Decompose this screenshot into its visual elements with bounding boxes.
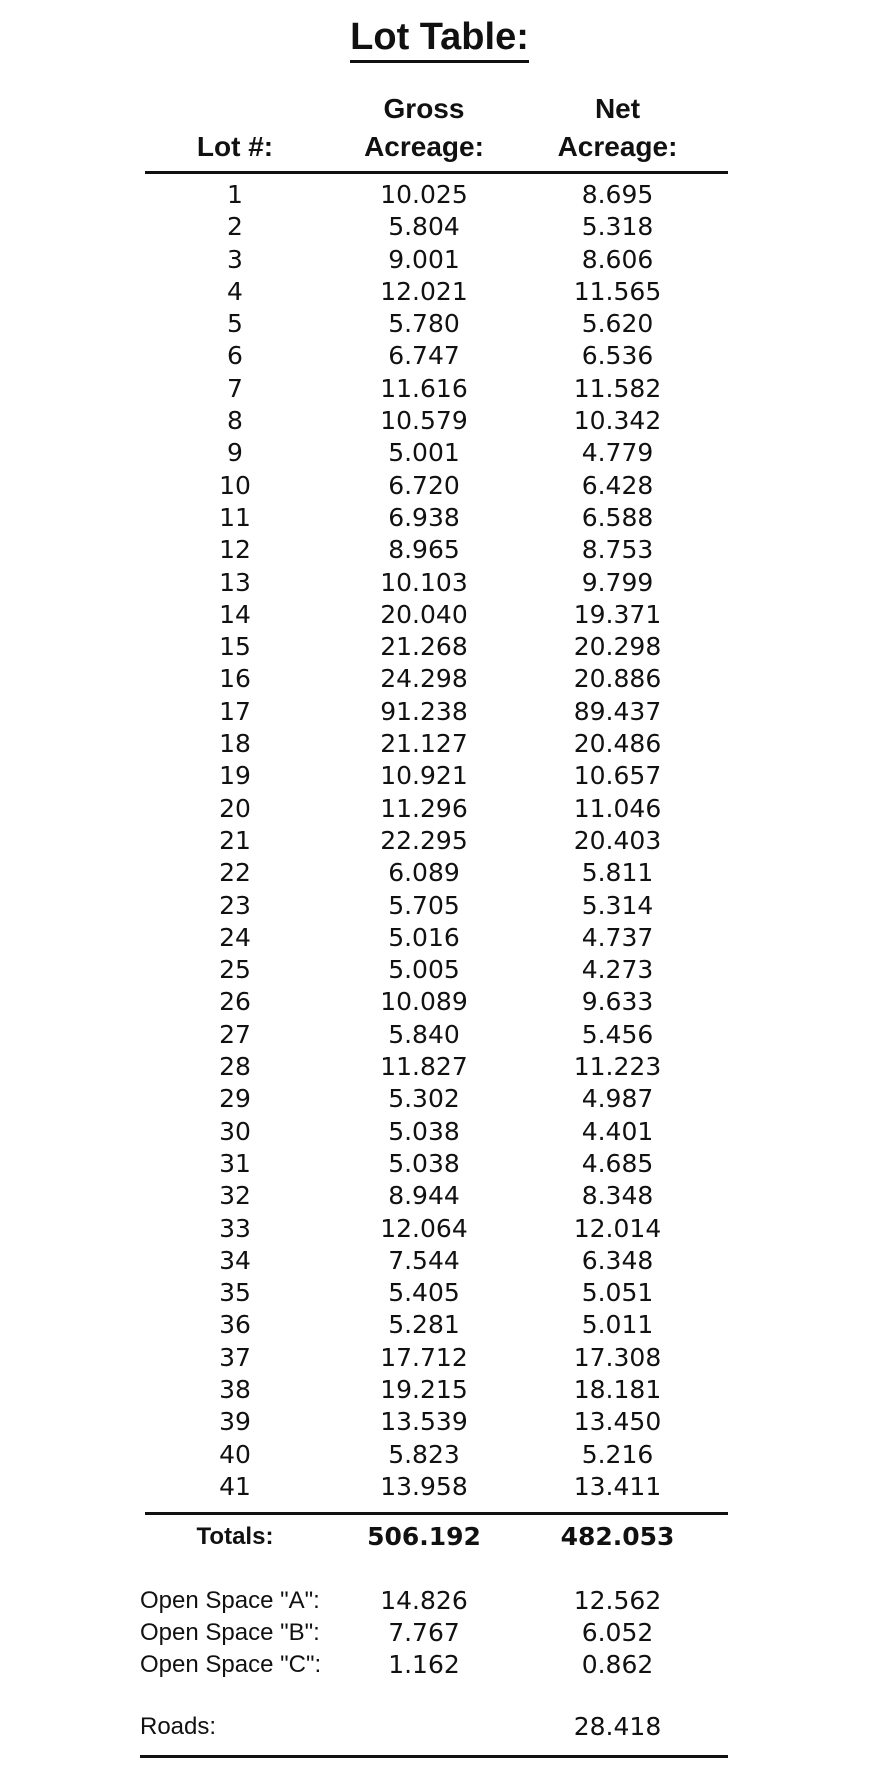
lot-rows (0, 179, 879, 1503)
gross-acreage: 5.705 (388, 890, 460, 920)
roads-net: 28.418 (573, 1712, 662, 1741)
lot-header: Lot #: (196, 131, 274, 162)
net-header-line2: Acreage: (557, 131, 678, 162)
net-acreage: 4.401 (581, 1116, 654, 1146)
bottom-divider (140, 1755, 728, 1758)
table-row (0, 567, 879, 599)
net-acreage: 5.811 (581, 858, 654, 888)
gross-acreage: 91.238 (380, 696, 468, 726)
net-acreage: 10.657 (573, 761, 662, 791)
table-row (0, 922, 879, 954)
lot-number: 28 (219, 1052, 251, 1082)
net-acreage: 8.606 (581, 244, 654, 274)
gross-acreage: 22.295 (380, 825, 468, 855)
table-row (0, 470, 879, 502)
open-space-b-label: Open Space "B": (140, 1619, 320, 1646)
open-space-c-gross: 1.162 (388, 1650, 460, 1679)
gross-acreage: 10.025 (380, 180, 468, 209)
lot-number: 36 (219, 1310, 251, 1340)
lot-number: 22 (219, 858, 251, 888)
open-space-a-label: Open Space "A": (140, 1587, 320, 1614)
gross-acreage: 5.005 (388, 955, 460, 985)
gross-acreage: 24.298 (380, 664, 468, 694)
net-acreage: 5.051 (581, 1278, 654, 1308)
gross-acreage: 20.040 (380, 599, 468, 629)
table-row (0, 373, 879, 405)
lot-number: 2 (227, 212, 243, 242)
lot-number: 6 (227, 341, 243, 371)
table-row (0, 728, 879, 760)
table-row (0, 1439, 879, 1471)
lot-number: 31 (219, 1148, 251, 1178)
table-row (0, 793, 879, 825)
gross-acreage: 5.038 (388, 1116, 460, 1146)
gross-acreage: 7.544 (388, 1245, 460, 1275)
net-acreage: 5.314 (581, 890, 654, 920)
net-acreage: 20.403 (573, 825, 662, 855)
lot-number: 32 (219, 1181, 251, 1211)
header-divider (145, 171, 728, 174)
table-row (0, 1083, 879, 1115)
page-title (0, 14, 879, 60)
gross-acreage: 5.001 (388, 438, 460, 468)
open-space-a-gross: 14.826 (380, 1586, 468, 1615)
totals-net: 482.053 (560, 1522, 675, 1551)
table-row (0, 1116, 879, 1148)
net-acreage: 6.348 (581, 1245, 654, 1275)
lot-number: 11 (219, 502, 251, 532)
lot-number: 26 (219, 987, 251, 1017)
gross-acreage: 10.103 (380, 567, 468, 597)
gross-acreage: 12.021 (380, 276, 468, 306)
table-row (0, 599, 879, 631)
net-acreage: 8.348 (581, 1181, 654, 1211)
lot-number: 16 (219, 664, 251, 694)
net-header-line1: Net (594, 93, 641, 124)
gross-acreage: 8.965 (388, 535, 460, 565)
lot-number: 39 (219, 1407, 251, 1437)
gross-acreage: 5.804 (388, 212, 460, 242)
net-acreage: 11.582 (573, 373, 662, 403)
net-acreage: 19.371 (573, 599, 662, 629)
table-row (0, 1180, 879, 1212)
gross-acreage: 5.302 (388, 1084, 460, 1114)
open-space-b-gross: 7.767 (388, 1618, 460, 1647)
table-row (0, 1245, 879, 1277)
lot-number: 14 (219, 599, 251, 629)
net-acreage: 4.685 (581, 1148, 654, 1178)
lot-number: 41 (219, 1471, 251, 1501)
net-acreage: 4.987 (581, 1084, 654, 1114)
gross-acreage: 5.840 (388, 1019, 460, 1049)
table-row (0, 890, 879, 922)
net-acreage: 5.216 (581, 1439, 654, 1469)
table-row (0, 760, 879, 792)
gross-acreage: 5.038 (388, 1148, 460, 1178)
lot-number: 3 (227, 244, 243, 274)
net-acreage: 5.620 (581, 309, 654, 339)
table-row (0, 405, 879, 437)
lot-number: 5 (227, 309, 243, 339)
table-row (0, 986, 879, 1018)
net-acreage: 13.411 (573, 1471, 662, 1501)
lot-number: 10 (219, 470, 251, 500)
table-row (0, 244, 879, 276)
gross-acreage: 10.921 (380, 761, 468, 791)
table-row (0, 276, 879, 308)
table-row (0, 1277, 879, 1309)
net-acreage: 13.450 (573, 1407, 662, 1437)
totals-label: Totals: (196, 1523, 274, 1550)
table-row (0, 1148, 879, 1180)
gross-acreage: 11.616 (380, 373, 468, 403)
lot-number: 18 (219, 729, 251, 759)
gross-acreage: 21.268 (380, 632, 468, 662)
net-acreage: 6.588 (581, 502, 654, 532)
lot-number: 23 (219, 890, 251, 920)
table-row (0, 340, 879, 372)
net-acreage: 5.318 (581, 212, 654, 242)
lot-number: 19 (219, 761, 251, 791)
lot-number: 27 (219, 1019, 251, 1049)
totals-gross: 506.192 (367, 1522, 481, 1551)
table-row (0, 211, 879, 243)
lot-number: 12 (219, 535, 251, 565)
lot-number: 8 (227, 406, 243, 436)
net-acreage: 5.456 (581, 1019, 654, 1049)
table-row (0, 1342, 879, 1374)
gross-acreage: 5.823 (388, 1439, 460, 1469)
lot-number: 34 (219, 1245, 251, 1275)
gross-acreage: 6.089 (388, 858, 460, 888)
lot-number: 17 (219, 696, 251, 726)
gross-acreage: 5.281 (388, 1310, 460, 1340)
net-acreage: 12.014 (573, 1213, 662, 1243)
table-row (0, 437, 879, 469)
table-row (0, 1309, 879, 1341)
gross-acreage: 12.064 (380, 1213, 468, 1243)
table-row (0, 663, 879, 695)
net-acreage: 20.298 (573, 632, 662, 662)
open-space-c-label: Open Space "C": (140, 1651, 322, 1678)
lot-number: 1 (227, 180, 243, 209)
net-acreage: 8.695 (581, 180, 654, 209)
table-row (0, 1374, 879, 1406)
gross-acreage: 9.001 (388, 244, 460, 274)
title-text: Lot Table: (350, 16, 529, 63)
net-acreage: 6.428 (581, 470, 654, 500)
gross-acreage: 5.405 (388, 1278, 460, 1308)
net-acreage: 17.308 (573, 1342, 662, 1372)
lot-number: 21 (219, 825, 251, 855)
lot-number: 29 (219, 1084, 251, 1114)
table-row (0, 954, 879, 986)
lot-number: 35 (219, 1278, 251, 1308)
net-acreage: 4.779 (581, 438, 654, 468)
table-row (0, 502, 879, 534)
table-row (0, 631, 879, 663)
roads-label: Roads: (140, 1713, 217, 1740)
lot-number: 33 (219, 1213, 251, 1243)
gross-acreage: 19.215 (380, 1374, 468, 1404)
net-acreage: 18.181 (573, 1374, 662, 1404)
open-space-a-net: 12.562 (573, 1586, 662, 1615)
table-row (0, 308, 879, 340)
gross-acreage: 17.712 (380, 1342, 468, 1372)
gross-acreage: 5.780 (388, 309, 460, 339)
table-row (0, 534, 879, 566)
gross-acreage: 11.296 (380, 793, 468, 823)
open-space-b-net: 6.052 (581, 1618, 654, 1647)
table-row (0, 1019, 879, 1051)
net-acreage: 11.046 (573, 793, 662, 823)
gross-acreage: 6.938 (388, 502, 460, 532)
gross-acreage: 13.539 (380, 1407, 468, 1437)
lot-number: 24 (219, 922, 251, 952)
table-row (0, 1471, 879, 1503)
lot-number: 4 (227, 276, 243, 306)
net-acreage: 5.011 (581, 1310, 654, 1340)
table-row (0, 1213, 879, 1245)
net-acreage: 20.886 (573, 664, 662, 694)
lot-number: 25 (219, 955, 251, 985)
lot-number: 13 (219, 567, 251, 597)
table-row (0, 825, 879, 857)
gross-acreage: 6.720 (388, 470, 460, 500)
lot-number: 9 (227, 438, 243, 468)
net-acreage: 11.223 (573, 1052, 662, 1082)
lot-number: 40 (219, 1439, 251, 1469)
lot-number: 15 (219, 632, 251, 662)
lot-number: 7 (227, 373, 243, 403)
net-acreage: 11.565 (573, 276, 662, 306)
gross-acreage: 10.089 (380, 987, 468, 1017)
gross-header-line2: Acreage: (364, 131, 484, 162)
lot-number: 20 (219, 793, 251, 823)
table-row (0, 1051, 879, 1083)
gross-header-line1: Gross (383, 93, 465, 124)
gross-acreage: 21.127 (380, 729, 468, 759)
gross-acreage: 6.747 (388, 341, 460, 371)
net-acreage: 8.753 (581, 535, 654, 565)
gross-acreage: 13.958 (380, 1471, 468, 1501)
net-acreage: 4.737 (581, 922, 654, 952)
table-row (0, 857, 879, 889)
table-row (0, 696, 879, 728)
gross-acreage: 8.944 (388, 1181, 460, 1211)
gross-acreage: 5.016 (388, 922, 460, 952)
net-acreage: 20.486 (573, 729, 662, 759)
net-acreage: 6.536 (581, 341, 654, 371)
net-acreage: 9.799 (581, 567, 654, 597)
table-row (0, 1406, 879, 1438)
net-acreage: 9.633 (581, 987, 654, 1017)
gross-acreage: 11.827 (380, 1052, 468, 1082)
net-acreage: 89.437 (573, 696, 662, 726)
lot-number: 38 (219, 1374, 251, 1404)
totals-divider (145, 1512, 728, 1515)
net-acreage: 4.273 (581, 955, 654, 985)
open-space-c-net: 0.862 (581, 1650, 654, 1679)
lot-number: 37 (219, 1342, 251, 1372)
net-acreage: 10.342 (573, 406, 662, 436)
gross-acreage: 10.579 (380, 406, 468, 436)
table-row (0, 179, 879, 211)
lot-number: 30 (219, 1116, 251, 1146)
